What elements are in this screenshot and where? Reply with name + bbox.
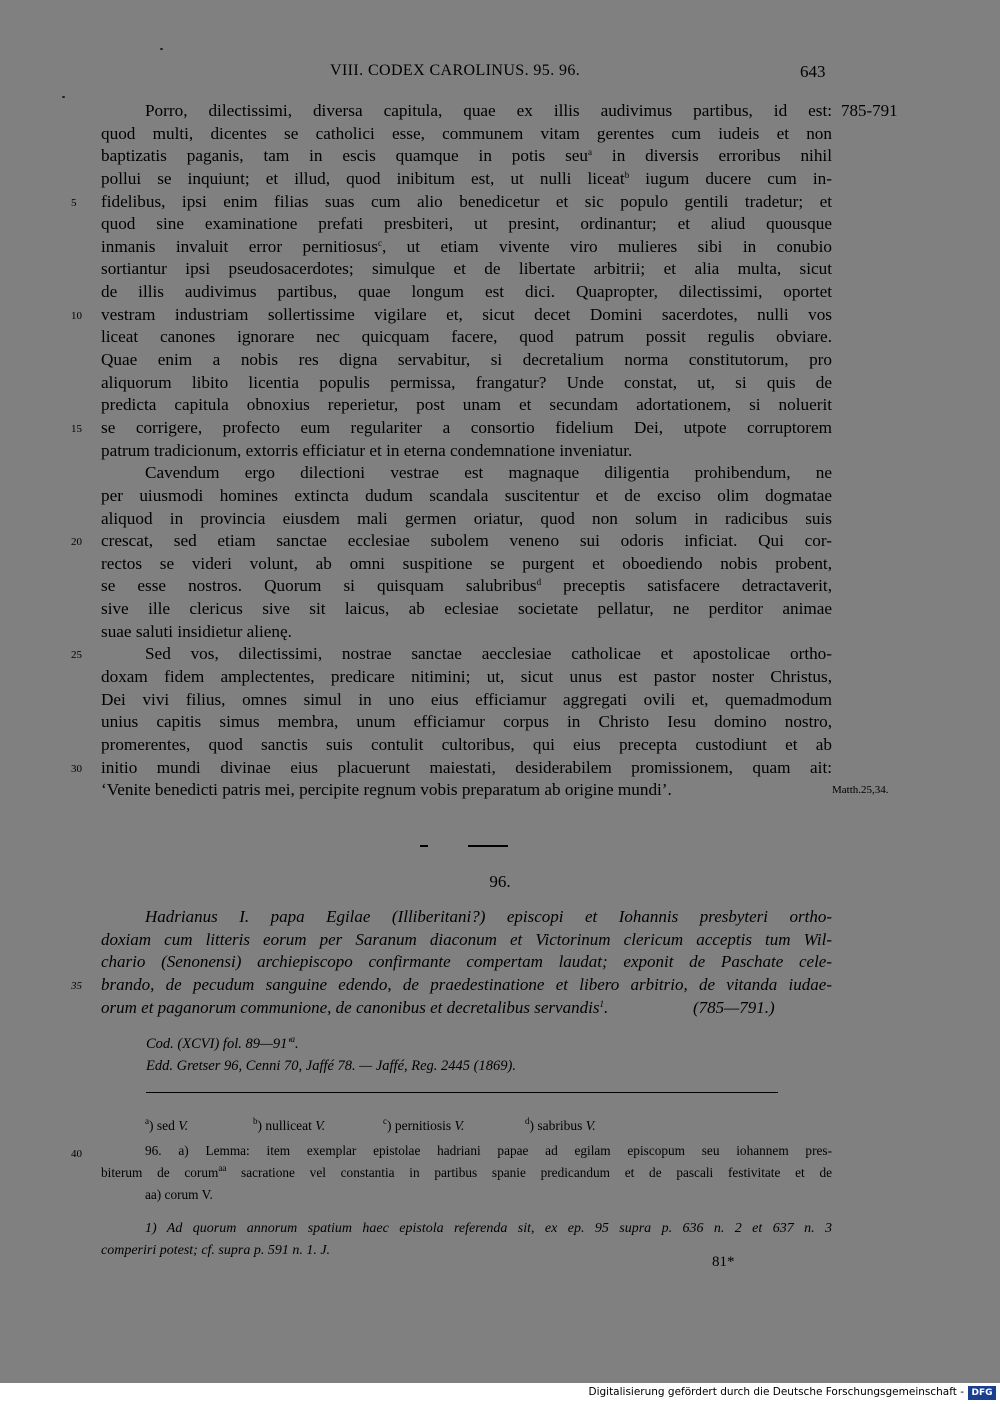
note-word: pernitiosis: [394, 1118, 452, 1133]
text-line: [101, 575, 832, 598]
line-text: comperiri potest; cf. supra p. 591 n. 1. J.: [101, 1243, 331, 1258]
editions-reference: Edd. Gretser 96, Cenni 70, Jaffé 78. — Jaffé, Reg. 2445 (1869).: [146, 1058, 516, 1074]
line-text: doxam fidem amplectentes, predicare nitimini; ut, sicut unus est pastor noster Christus,: [101, 667, 832, 687]
line-text: aliquod in provincia eiusdem mali germen oriatur, quod non solum in radicibus suis: [101, 508, 832, 528]
line-text: Dei vivi filius, omnes simul in uno eius efficiamur aggregati ovili et, quemadmodum: [101, 689, 832, 709]
line-text: doxiam cum litteris eorum per Saranum diaconum et Victorinum clericum acceptis tum Wil-: [101, 929, 832, 949]
note-mark: b: [253, 1116, 258, 1126]
document-summary: [71, 906, 832, 1019]
text-line: [101, 349, 832, 372]
line-text-cont: iugum ducere cum in-: [629, 168, 832, 188]
codex-sup: a: [290, 1034, 295, 1044]
line-text: per uiusmodi homines extincta dudum scandala suscitentur et de exciso olim dogmatae: [101, 485, 832, 505]
note-paren: ): [149, 1118, 157, 1133]
line-text: liceat canones ignorare nec quicquam facere, quod patrum possit regulis obviare.: [101, 327, 832, 347]
line-text-cont: .: [603, 997, 609, 1017]
note-marker: aa: [218, 1163, 227, 1173]
line-number: 35: [71, 980, 82, 993]
note-sigla: V.: [454, 1118, 465, 1133]
text-line: [101, 213, 832, 236]
summary-line: [101, 997, 832, 1020]
line-text: Quae enim a nobis res digna servabitur, si decretalium norma constitutorum, pro: [101, 350, 832, 370]
text-line: [101, 236, 832, 259]
line-number: 40: [71, 1148, 82, 1160]
summary-date: (785—791.): [693, 997, 775, 1017]
footer-credit: Digitalisierung gefördert durch die Deutsche Forschungsgemeinschaft -: [588, 1386, 964, 1398]
line-text: Sed vos, dilectissimi, nostrae sanctae aecclesiae catholicae et apostolicae ortho-: [145, 644, 832, 664]
line-text: crescat, sed etiam sanctae ecclesiae subolem veneno sui odoris inficiat. Qui cor-: [101, 531, 832, 551]
text-line: [101, 779, 889, 802]
note-sigla: V.: [178, 1118, 189, 1133]
note-paren: ): [529, 1118, 538, 1133]
footnote-line: [101, 1218, 832, 1240]
text-line: [71, 191, 832, 214]
line-number: 15: [71, 422, 82, 435]
signature-mark: 81*: [712, 1254, 735, 1270]
apparatus-note: [383, 1118, 464, 1134]
scan-speck: [160, 48, 163, 50]
margin-reference: Matth.25,34.: [832, 784, 889, 797]
note-sigla: V.: [315, 1118, 326, 1133]
text-line: [101, 326, 832, 349]
line-text: ‘Venite benedicti patris mei, percipite regnum vobis preparatum ab origine mundi’.: [101, 780, 672, 800]
line-text: se esse nostros. Quorum si quisquam salubribus: [101, 576, 537, 596]
text-line: [101, 485, 832, 508]
note-word: sabribus: [537, 1118, 583, 1133]
note-marker: 1: [599, 998, 604, 1009]
line-text: Cavendum ergo dilectioni vestrae est magnaque diligentia prohibendum, ne: [145, 463, 832, 483]
text-line: [101, 689, 832, 712]
note-marker: d: [536, 577, 542, 588]
apparatus-note: [253, 1118, 325, 1134]
line-text-cont: sacratione vel constantia in partibus spanie predicandum et de pascali festivitate et de: [226, 1165, 832, 1180]
apparatus-note: [145, 1118, 188, 1134]
line-text: initio mundi divinae eius placuerunt maiestati, desiderabilem promissionem, quam ait:: [101, 757, 832, 777]
line-text: 1) Ad quorum annorum spatium haec epistola referenda sit, ex ep. 95 supra p. 636 n. 2 et 637 n. 3: [145, 1221, 832, 1236]
text-line: [101, 621, 832, 644]
note-marker: a: [588, 147, 593, 158]
note-word: sed: [156, 1118, 175, 1133]
text-line: [101, 553, 832, 576]
text-line: [101, 100, 898, 123]
page-number: 643: [800, 62, 826, 81]
apparatus-note: [525, 1118, 596, 1134]
dfg-logo: DFG: [968, 1386, 996, 1400]
summary-line: [101, 929, 832, 952]
text-line: [101, 372, 832, 395]
line-text: sive ille clericus sive sit laicus, ab eclesiae societate pellatur, ne perditor animae: [101, 599, 832, 619]
note-mark: c: [383, 1116, 387, 1126]
line-text-cont: , ut etiam vivente viro mulieres sibi in conubio: [381, 236, 832, 256]
text-line: [71, 417, 832, 440]
text-line: [101, 666, 832, 689]
text-line: [101, 258, 832, 281]
line-number: 30: [71, 762, 82, 775]
codex-text: Cod. (XCVI) fol. 89—91': [146, 1036, 291, 1052]
apparatus-rule: [146, 1092, 778, 1093]
line-text: chario (Senonensi) archiepiscopo confirmante compertam laudat; exponit de Paschate cele-: [101, 952, 832, 972]
line-number: 25: [71, 649, 82, 662]
line-text: fidelibus, ipsi enim filias suas cum alio benedicetur et sic populo gentili tradetur; et: [101, 191, 832, 211]
text-line: [101, 168, 832, 191]
note-paren: ): [257, 1118, 266, 1133]
summary-line: [101, 951, 832, 974]
text-line: [71, 530, 832, 553]
line-text: rectos se videri volunt, ab omni suspitione se purgent et oboediendo nobis probent,: [101, 553, 832, 573]
line-text: aa) corum V.: [145, 1187, 213, 1202]
text-line: [101, 462, 832, 485]
codex-reference: [146, 1036, 299, 1053]
line-text: Hadrianus I. papa Egilae (Illiberitani?) episcopi et Iohannis presbyteri ortho-: [145, 907, 832, 926]
line-text: vestram industriam sollertissime vigilare et, sicut decet Domini sacerdotes, nulli vos: [101, 304, 832, 324]
note-marker: b: [624, 169, 630, 180]
line-text: inmanis invaluit error pernitiosus: [101, 236, 378, 256]
line-text: unius capitis simus membra, unum efficiamur corpus in Christo Iesu domino nostro,: [101, 712, 832, 732]
line-text: Porro, dilectissimi, diversa capitula, quae ex illis audivimus partibus, id est:: [145, 101, 832, 120]
text-line: [101, 711, 832, 734]
line-text: quod multi, dicentes se catholici esse, communem vitam gerentes cum iudeis et non: [101, 123, 832, 143]
page-header: [0, 62, 1000, 86]
line-text-cont: preceptis satisfacere detractaverit,: [541, 576, 832, 596]
line-text: se corrigere, profecto eum regulariter a consortio fidelium Dei, utpote corruptorem: [101, 417, 832, 437]
line-text: promerentes, quod sanctis suis contulit cultoribus, qui eius precepta custodiunt et ab: [101, 734, 832, 754]
text-line: [101, 281, 832, 304]
text-line: [101, 145, 832, 168]
note-marker: c: [377, 237, 382, 248]
footer-bar: [0, 1383, 1000, 1404]
lemma-line: [71, 1140, 832, 1162]
scan-speck: [62, 96, 65, 98]
note-mark: a: [145, 1116, 149, 1126]
line-text: baptizatis paganis, tam in escis quamque in potis seu: [101, 146, 589, 166]
line-text: brando, de pecudum sanguine edendo, de praedestinatione et libero arbitrio, de vitanda iudae-: [101, 975, 832, 995]
line-number: 10: [71, 309, 82, 322]
codex-tail: .: [294, 1036, 299, 1052]
line-number: 5: [71, 196, 77, 209]
line-text: 96. a) Lemma: item exemplar epistolae hadriani papae ad egilam episcopum seu iohannem pres-: [145, 1143, 832, 1158]
note-sigla: V.: [585, 1118, 596, 1133]
section-separator: [420, 845, 520, 848]
text-line: [101, 734, 832, 757]
document-number: 96.: [489, 872, 511, 891]
summary-line: [101, 906, 832, 929]
note-mark: d: [525, 1116, 530, 1126]
line-text: suae saluti insidietur alienę.: [101, 621, 292, 641]
summary-line: [71, 974, 832, 997]
text-line: [101, 394, 832, 417]
text-line: [71, 643, 832, 666]
text-line: [71, 757, 832, 780]
line-text-cont: in diversis erroribus nihil: [592, 146, 832, 166]
line-text: de illis audivimus partibus, quae longum est dici. Quapropter, dilectissimi, oportet: [101, 282, 832, 302]
line-text: aliquorum libito licentia populis permissa, frangatur? Unde constat, ut, si quis de: [101, 372, 832, 392]
line-text: orum et paganorum communione, de canonibus et decretalibus servandis: [101, 997, 600, 1017]
line-text: biterum de corum: [101, 1165, 219, 1180]
apparatus-lemma: [71, 1140, 832, 1206]
line-text: pollui se inquiunt; et illud, quod inibitum est, ut nulli liceat: [101, 168, 625, 188]
text-line: [101, 123, 832, 146]
text-line: [71, 304, 832, 327]
text-line: [101, 598, 832, 621]
text-line: [101, 508, 832, 531]
lemma-line: [101, 1184, 832, 1206]
line-text: predicta capitula obnoxius reperietur, post unam et secundam adortationem, si noluerit: [101, 395, 832, 415]
main-text: [71, 100, 898, 802]
line-text: patrum tradicionum, extorris efficiatur et in eterna condemnatione inveniatur.: [101, 440, 633, 460]
line-number: 20: [71, 536, 82, 549]
note-paren: ): [387, 1118, 395, 1133]
text-line: [101, 440, 832, 463]
margin-date: 785-791: [841, 101, 898, 120]
line-text: quod sine examinatione prefati presbiteri, ut presint, ordinantur; et aliud quousque: [101, 214, 832, 234]
line-text: sortiantur ipsi pseudosacerdotes; simulque et de libertate arbitrii; et alia multa, sicut: [101, 259, 832, 279]
lemma-line: [101, 1162, 832, 1184]
note-word: nulliceat: [265, 1118, 312, 1133]
running-title: VIII. CODEX CAROLINUS. 95. 96.: [330, 62, 581, 79]
